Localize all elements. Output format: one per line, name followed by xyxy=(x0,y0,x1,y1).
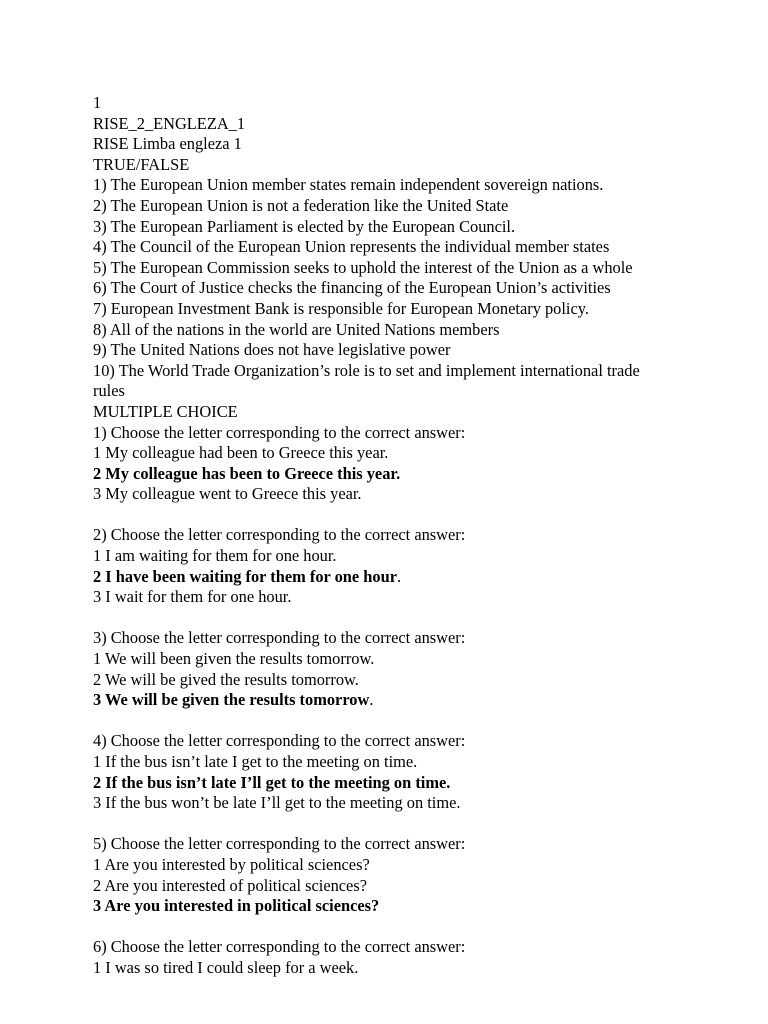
tf-item-9: 9) The United Nations does not have legislative power xyxy=(93,340,451,360)
mc-option-3: 3 If the bus won’t be late I’ll get to the meeting on time. xyxy=(93,793,461,813)
mc-option-2-correct: 2 If the bus isn’t late I’ll get to the meeting on time. xyxy=(93,772,451,792)
mc-question-5 xyxy=(93,834,693,916)
mc-question-prompt: 4) Choose the letter corresponding to the correct answer: xyxy=(93,731,466,751)
tf-item-2: 2) The European Union is not a federation like the United State xyxy=(93,195,509,215)
mc-option-1: 1 Are you interested by political sciences? xyxy=(93,854,370,874)
tf-item-4: 4) The Council of the European Union represents the individual member states xyxy=(93,237,610,257)
mc-question-prompt: 5) Choose the letter corresponding to the correct answer: xyxy=(93,834,466,854)
mc-option-2-correct xyxy=(93,567,693,588)
mc-option-1: 1 I am waiting for them for one hour. xyxy=(93,546,337,566)
mc-option-2-period: . xyxy=(396,566,402,586)
mc-question-prompt: 1) Choose the letter corresponding to the correct answer: xyxy=(93,422,466,442)
tf-item-8: 8) All of the nations in the world are United Nations members xyxy=(93,319,500,339)
spacer xyxy=(93,814,693,835)
multiple-choice-heading: MULTIPLE CHOICE xyxy=(93,401,238,421)
mc-option-1: 1 I was so tired I could sleep for a week. xyxy=(93,957,359,977)
mc-question-prompt: 6) Choose the letter corresponding to the correct answer: xyxy=(93,937,466,957)
spacer xyxy=(93,711,693,732)
mc-option-3-period: . xyxy=(369,690,374,710)
tf-item-7: 7) European Investment Bank is responsible for European Monetary policy. xyxy=(93,298,589,318)
mc-option-2-correct: 2 My colleague has been to Greece this year. xyxy=(93,463,401,483)
spacer xyxy=(93,505,693,526)
tf-item-3: 3) The European Parliament is elected by the European Council. xyxy=(93,216,516,236)
tf-item-10: 10) The World Trade Organization’s role is to set and implement international trade rules xyxy=(93,360,640,401)
mc-question-1 xyxy=(93,423,693,505)
document-subtitle: RISE Limba engleza 1 xyxy=(93,134,242,154)
mc-option-1: 1 We will been given the results tomorrow. xyxy=(93,649,375,669)
mc-question-6 xyxy=(93,937,693,978)
tf-item-1: 1) The European Union member states remain independent sovereign nations. xyxy=(93,175,604,195)
document-code: RISE_2_ENGLEZA_1 xyxy=(93,113,246,133)
mc-option-3-correct: 3 Are you interested in political sciences? xyxy=(93,896,380,916)
mc-question-4 xyxy=(93,731,693,813)
mc-question-prompt: 2) Choose the letter corresponding to the correct answer: xyxy=(93,525,466,545)
mc-option-2: 2 We will be gived the results tomorrow. xyxy=(93,669,359,689)
page-number: 1 xyxy=(93,93,102,112)
mc-option-2: 2 Are you interested of political sciences? xyxy=(93,875,367,895)
mc-option-3-text: 3 We will be given the results tomorrow xyxy=(93,690,370,710)
mc-option-1: 1 If the bus isn’t late I get to the meeting on time. xyxy=(93,752,418,771)
mc-question-prompt: 3) Choose the letter corresponding to the correct answer: xyxy=(93,628,466,648)
mc-option-3-correct xyxy=(93,690,693,711)
tf-item-5: 5) The European Commission seeks to uphold the interest of the Union as a whole xyxy=(93,257,633,277)
mc-option-1: 1 My colleague had been to Greece this year. xyxy=(93,443,389,463)
true-false-heading: TRUE/FALSE xyxy=(93,154,190,174)
mc-option-3: 3 I wait for them for one hour. xyxy=(93,587,292,607)
tf-item-6: 6) The Court of Justice checks the financing of the European Union’s activities xyxy=(93,278,611,298)
mc-option-3: 3 My colleague went to Greece this year. xyxy=(93,484,362,504)
mc-question-2 xyxy=(93,525,693,607)
spacer xyxy=(93,917,693,938)
document-page xyxy=(93,93,693,979)
mc-option-2-text: 2 I have been waiting for them for one hour xyxy=(93,566,397,586)
mc-question-3 xyxy=(93,628,693,710)
spacer xyxy=(93,608,693,629)
